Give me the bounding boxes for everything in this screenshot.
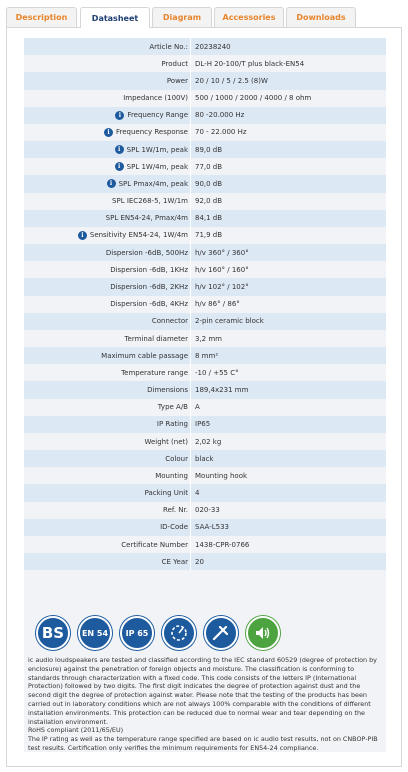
spec-value: 4 (195, 489, 200, 498)
spec-row (24, 467, 386, 484)
spec-value: Mounting hook (195, 471, 248, 480)
column-divider (190, 210, 191, 227)
column-divider (190, 484, 191, 501)
info-icon[interactable]: i (115, 162, 124, 171)
spec-label (157, 416, 188, 433)
spec-value: 189,4x231 mm (195, 386, 249, 395)
spec-label (106, 210, 188, 227)
en54-badge: EN 54 (78, 616, 112, 650)
protection-note (28, 656, 384, 753)
spec-label (147, 381, 188, 398)
spec-value: 20 / 10 / 5 / 2.5 (8)W (195, 76, 268, 85)
spec-label (167, 72, 188, 89)
spec-label (123, 90, 188, 107)
spec-label-text: Dimensions (147, 386, 188, 395)
spec-value: 2,02 kg (195, 437, 222, 446)
column-divider (190, 158, 191, 175)
spec-label (124, 330, 188, 347)
spec-row (24, 313, 386, 330)
info-icon[interactable]: i (107, 179, 116, 188)
spec-label-text: SPL 1W/1m, peak (126, 145, 188, 154)
spec-value: A (195, 403, 200, 412)
spec-label-text: Dispersion -6dB, 500Hz (105, 248, 188, 257)
spec-label (106, 244, 188, 261)
spec-label (115, 141, 188, 158)
spec-value: 80 -20.000 Hz (195, 111, 245, 120)
spec-label (121, 536, 188, 553)
spec-row (24, 72, 386, 89)
spec-label-text: SPL Pmax/4m, peak (118, 179, 188, 188)
spec-label (110, 261, 188, 278)
spec-label (145, 484, 188, 501)
spec-row (24, 227, 386, 244)
spec-label-text: Ref. Nr. (163, 506, 188, 515)
spec-row (24, 124, 386, 141)
column-divider (190, 90, 191, 107)
spec-row (24, 296, 386, 313)
column-divider (190, 107, 191, 124)
spec-row (24, 536, 386, 553)
column-divider (190, 502, 191, 519)
spec-label (162, 553, 188, 570)
spec-value: 77,0 dB (195, 162, 223, 171)
spec-row (24, 158, 386, 175)
spec-value: 20238240 (195, 42, 231, 51)
spec-label (78, 227, 188, 244)
tab-diagram[interactable]: Diagram (152, 7, 212, 27)
spec-row (24, 381, 386, 398)
column-divider (190, 278, 191, 295)
spec-row (24, 38, 386, 55)
info-icon[interactable]: i (115, 111, 124, 120)
spec-value: -10 / +55 C° (195, 368, 239, 377)
spec-label (155, 467, 188, 484)
spec-row (24, 90, 386, 107)
spec-label-text: IP Rating (156, 420, 188, 429)
spec-table (24, 38, 386, 570)
column-divider (190, 227, 191, 244)
column-divider (190, 261, 191, 278)
spec-label (160, 519, 188, 536)
spec-label (115, 158, 188, 175)
spec-value: 020-33 (195, 506, 220, 515)
spec-label (112, 193, 188, 210)
temperature-icon (162, 616, 196, 650)
column-divider (190, 364, 191, 381)
spec-label-text: Weight (net) (144, 437, 188, 446)
column-divider (190, 313, 191, 330)
column-divider (190, 450, 191, 467)
info-icon[interactable]: i (78, 231, 87, 240)
spec-row (24, 210, 386, 227)
spec-row (24, 364, 386, 381)
info-icon[interactable]: i (104, 128, 113, 137)
spec-row (24, 244, 386, 261)
spec-value: 500 / 1000 / 2000 / 4000 / 8 ohm (195, 94, 312, 103)
tab-description[interactable]: Description (6, 7, 77, 27)
spec-row (24, 416, 386, 433)
spec-label-text: Mounting (155, 471, 188, 480)
column-divider (190, 296, 191, 313)
spec-row (24, 450, 386, 467)
spec-row (24, 175, 386, 192)
spec-value: h/v 102° / 102° (195, 282, 249, 291)
spec-row (24, 193, 386, 210)
spec-label (144, 433, 188, 450)
mounting-hook-icon (204, 616, 238, 650)
spec-value: 20 (195, 557, 204, 566)
spec-label (158, 399, 188, 416)
spec-label-text: Frequency Response (115, 128, 188, 137)
spec-row (24, 553, 386, 570)
column-divider (190, 72, 191, 89)
spec-value: h/v 160° / 160° (195, 265, 249, 274)
spec-label-text: Article No.: (149, 42, 188, 51)
spec-value: 84,1 dB (195, 214, 223, 223)
spec-row (24, 278, 386, 295)
spec-value: h/v 360° / 360° (195, 248, 249, 257)
column-divider (190, 330, 191, 347)
spec-value: 92,0 dB (195, 197, 223, 206)
spec-row (24, 107, 386, 124)
spec-value: 2-pin ceramic block (195, 317, 264, 326)
tab-accessories[interactable]: Accessories (214, 7, 284, 27)
column-divider (190, 244, 191, 261)
ip65-badge: IP 65 (120, 616, 154, 650)
spec-row (24, 399, 386, 416)
rohs-text: RoHS compliant (2011/65/EU) (28, 726, 124, 735)
spec-row (24, 347, 386, 364)
spec-label (149, 38, 188, 55)
spec-label (115, 107, 188, 124)
tab-downloads[interactable]: Downloads (286, 7, 356, 27)
spec-value: 1438-CPR-0766 (195, 540, 250, 549)
column-divider (190, 416, 191, 433)
spec-value: 8 mm² (195, 351, 219, 360)
spec-label (163, 502, 188, 519)
spec-label (152, 313, 188, 330)
spec-row (24, 330, 386, 347)
spec-label-text: Sensitivity EN54-24, 1W/4m (89, 231, 188, 240)
column-divider (190, 124, 191, 141)
spec-label-text: Product (161, 59, 188, 68)
spec-row (24, 519, 386, 536)
column-divider (190, 55, 191, 72)
spec-value: IP65 (195, 420, 211, 429)
bs-badge: BS (36, 616, 70, 650)
column-divider (190, 141, 191, 158)
column-divider (190, 467, 191, 484)
spec-label-text: Packing Unit (144, 489, 188, 498)
spec-label (104, 124, 188, 141)
column-divider (190, 399, 191, 416)
spec-label (107, 175, 188, 192)
spec-label-text: Impedance (100V) (123, 94, 188, 103)
column-divider (190, 347, 191, 364)
column-divider (190, 38, 191, 55)
spec-label (101, 347, 188, 364)
spec-label-text: Dispersion -6dB, 4KHz (110, 300, 188, 309)
spec-value: 70 - 22.000 Hz (195, 128, 247, 137)
info-icon[interactable]: i (115, 145, 124, 154)
column-divider (190, 553, 191, 570)
spec-label-text: Frequency Range (127, 111, 188, 120)
spec-row (24, 484, 386, 501)
spec-label-text: Terminal diameter (124, 334, 188, 343)
spec-label-text: SPL EN54-24, Pmax/4m (105, 214, 188, 223)
spec-value: black (195, 454, 214, 463)
spec-label-text: Colour (165, 454, 188, 463)
datasheet-panel (6, 27, 402, 767)
spec-label (110, 278, 188, 295)
spec-label-text: Type A/B (157, 403, 188, 412)
spec-label-text: Certificate Number (121, 540, 188, 549)
column-divider (190, 519, 191, 536)
column-divider (190, 193, 191, 210)
spec-row (24, 141, 386, 158)
spec-label-text: Connector (151, 317, 188, 326)
spec-value: 89,0 dB (195, 145, 223, 154)
certification-badges (36, 616, 376, 650)
spec-label (161, 55, 188, 72)
tab-datasheet[interactable]: Datasheet (80, 7, 150, 28)
spec-label-text: SPL IEC268-5, 1W/1m (112, 197, 188, 206)
column-divider (190, 175, 191, 192)
spec-label (110, 296, 188, 313)
spec-label-text: Maximum cable passage (101, 351, 188, 360)
spec-label (121, 364, 188, 381)
spec-value: h/v 86° / 86° (195, 300, 240, 309)
tab-bar (6, 7, 402, 28)
spec-value: DL-H 20-100/T plus black-EN54 (195, 59, 305, 68)
spec-label-text: Power (166, 76, 188, 85)
spec-row (24, 433, 386, 450)
spec-value: 90,0 dB (195, 179, 223, 188)
certification-disclaimer: The IP rating as well as the temperature range specified are based on ic audio test results, not on CNBOP-PIB test results. Certification only verifies the minimum requirements for EN54-24 compliance. (28, 735, 378, 752)
spec-label-text: SPL 1W/4m, peak (126, 162, 188, 171)
spec-value: 3,2 mm (195, 334, 222, 343)
spec-row (24, 261, 386, 278)
spec-row (24, 55, 386, 72)
ip-classification-text: ic audio loudspeakers are tested and classified according to the IEC standard 60529 (degree of protection by enclosure) against the penetration of foreign objects and moisture. The classification is conforming to standards through characterization with a fixed code. This code consists of the letters IP (International Protection) followed by two digits. The first digit indicates the degree of protection against dust and the second digit the degree of protection against water. Please note that the testing of the products has been carried out in laboratory conditions which are not always 100% comparable with the conditions of different installation environments. This protection can be reduced due to normal wear and tear depending on the installation environment. (28, 656, 377, 726)
column-divider (190, 433, 191, 450)
spec-value: SAA-L533 (195, 523, 229, 532)
spec-label (165, 450, 188, 467)
spec-label-text: Dispersion -6dB, 1KHz (110, 265, 188, 274)
loudspeaker-icon (246, 616, 280, 650)
spec-label-text: CE Year (161, 557, 188, 566)
spec-label-text: ID-Code (160, 523, 188, 532)
datasheet-content (24, 38, 386, 752)
spec-label-text: Temperature range (121, 368, 188, 377)
spec-row (24, 502, 386, 519)
column-divider (190, 381, 191, 398)
spec-label-text: Dispersion -6dB, 2KHz (110, 282, 188, 291)
column-divider (190, 536, 191, 553)
spec-value: 71,9 dB (195, 231, 223, 240)
